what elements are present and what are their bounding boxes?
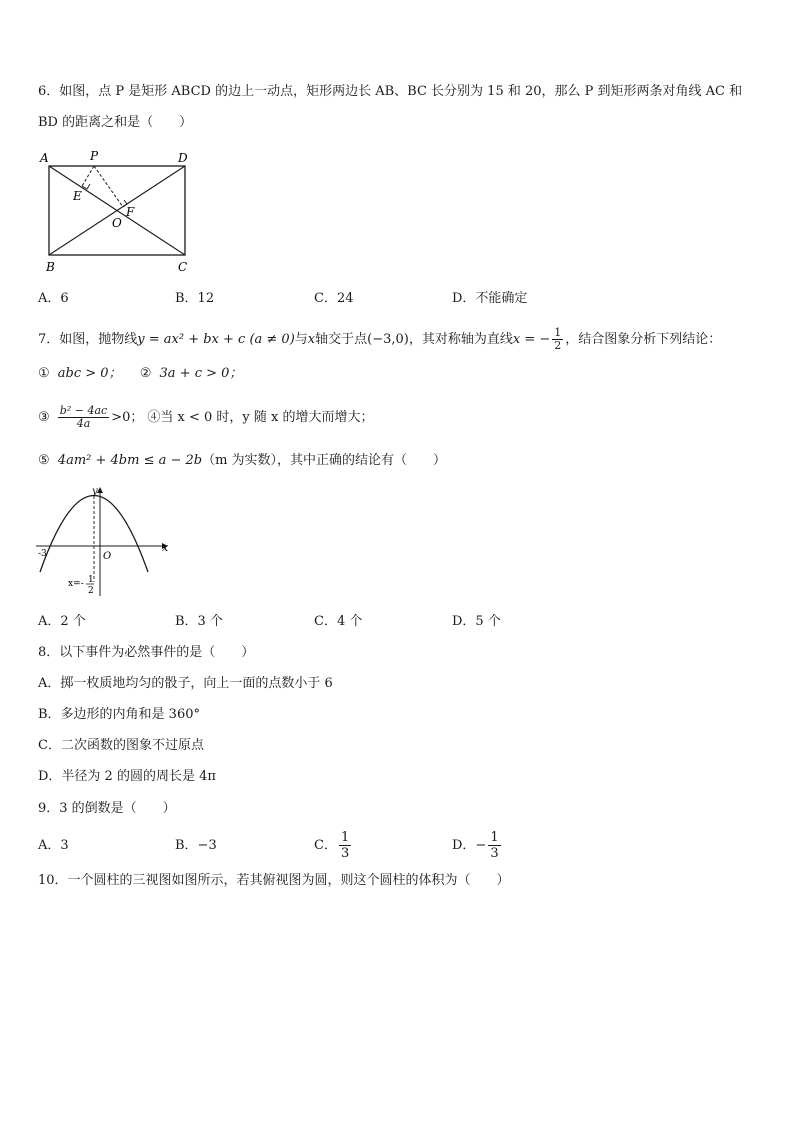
label-b: B [46,260,55,274]
q7-stem-b: 与 [294,332,308,347]
q6-option-c[interactable]: C．24 [314,291,354,306]
label-axis-den: 2 [88,586,94,596]
q10-stem: 10．一个圆柱的三视图如图所示，若其俯视图为圆，则这个圆柱的体积为（ ） [38,873,510,888]
q7-options [38,611,758,633]
conclusion-2-mark: ② [139,366,152,381]
fraction-numerator: 1 [490,830,499,845]
conclusion-5-tail: （m 为实数），其中正确的结论有（ ） [202,453,447,468]
label-p: P [90,149,99,163]
label-c: C [178,260,188,274]
conclusion-5-mark: ⑤ [38,453,50,468]
perpendicular-pf [94,166,123,207]
q9-options [38,828,758,864]
q7-axis-fraction [552,327,563,352]
q9-stem: 9．3 的倒数是（ ） [38,801,176,816]
fraction-denominator: 4a [76,417,91,430]
q9-option-c[interactable] [314,828,353,864]
conclusion-1-expr: abc > 0； [57,366,122,381]
label-axis-prefix: x=- [68,579,84,589]
q6-stem-line1: 6．如图，点 P 是矩形 ABCD 的边上一动点，矩形两边长 AB、BC 长分别为 15 和 20，那么 P 到矩形两条对角线 AC 和 [38,84,743,99]
perpendicular-pe [82,166,94,186]
q6-option-d[interactable]: D．不能确定 [452,291,528,306]
conclusion-2-expr: 3a + c > 0； [159,366,243,381]
fraction-numerator: b² − 4ac [59,404,108,417]
q6-option-a[interactable]: A．6 [38,291,69,306]
fraction-numerator: 1 [554,326,562,339]
fraction-denominator: 2 [554,339,562,352]
fraction-denominator: 3 [340,846,350,861]
q6-option-b[interactable]: B．12 [175,291,215,306]
label-x: x [162,541,169,554]
q8-option-c[interactable]: C．二次函数的图象不过原点 [38,738,204,753]
label-y: y [92,486,98,497]
fraction-denominator: 3 [490,846,499,861]
q7-stem [38,326,721,354]
label-neg3: -3 [38,549,47,559]
q7-stem-c: 轴交于点 [315,332,368,347]
q7-conclusions-3-4 [38,402,373,434]
q7-option-d[interactable]: D．5 个 [452,614,501,629]
label-axis-num: 1 [88,575,94,585]
conclusion-3-tail: >0； [111,410,144,425]
q6-options [38,288,758,310]
q9-option-d-fraction [488,830,500,861]
conclusion-3-fraction [58,405,109,430]
q7-conclusions-1-2 [38,364,242,384]
q7-intersect-point: (−3,0) [367,332,409,347]
q9-option-b[interactable]: B．−3 [175,838,217,853]
q7-axis-expr: x = − [512,332,551,347]
q9-option-c-fraction [339,830,351,861]
q9-option-c-prefix: C． [314,838,337,853]
q8-stem: 8．以下事件为必然事件的是（ ） [38,645,255,660]
label-origin: O [103,551,112,562]
q8-option-a[interactable]: A．掷一枚质地均匀的骰子，向上一面的点数小于 6 [38,676,333,691]
conclusion-4-text: ④当 x < 0 时，y 随 x 的增大而增大； [147,410,374,425]
y-axis-arrow [97,487,103,493]
conclusion-1-mark: ① [38,366,50,381]
q7-stem-d: ，其对称轴为直线 [408,332,513,347]
q7-parabola-formula: y = ax² + bx + c (a ≠ 0) [137,332,295,347]
fraction-numerator: 1 [340,830,350,845]
q7-option-c[interactable]: C．4 个 [314,614,363,629]
q7-x-var: x [307,332,316,347]
label-a: A [40,151,49,165]
q8-option-b[interactable]: B．多边形的内角和是 360° [38,707,200,722]
q7-stem-a: 7．如图，抛物线 [38,332,138,347]
label-f: F [126,205,135,219]
label-d: D [178,151,188,165]
conclusion-3-mark: ③ [38,410,50,425]
q7-option-a[interactable]: A．2 个 [38,614,86,629]
q6-stem-line2: BD 的距离之和是（ ） [38,115,193,130]
conclusion-5-expr: 4am² + 4bm ≤ a − 2b [57,453,203,468]
label-o: O [112,216,122,230]
q7-stem-e: ，结合图象分析下列结论： [565,332,722,347]
q9-option-a[interactable]: A．3 [38,838,69,853]
q7-option-b[interactable]: B．3 个 [175,614,223,629]
label-e: E [73,189,82,203]
q6-rectangle-figure [36,148,196,276]
q9-option-d[interactable] [452,828,503,864]
q9-option-d-prefix: D．− [452,838,487,853]
q7-parabola-graph [34,484,174,604]
q8-option-d[interactable]: D．半径为 2 的圆的周长是 4π [38,769,216,784]
q7-conclusion-5 [38,451,446,471]
